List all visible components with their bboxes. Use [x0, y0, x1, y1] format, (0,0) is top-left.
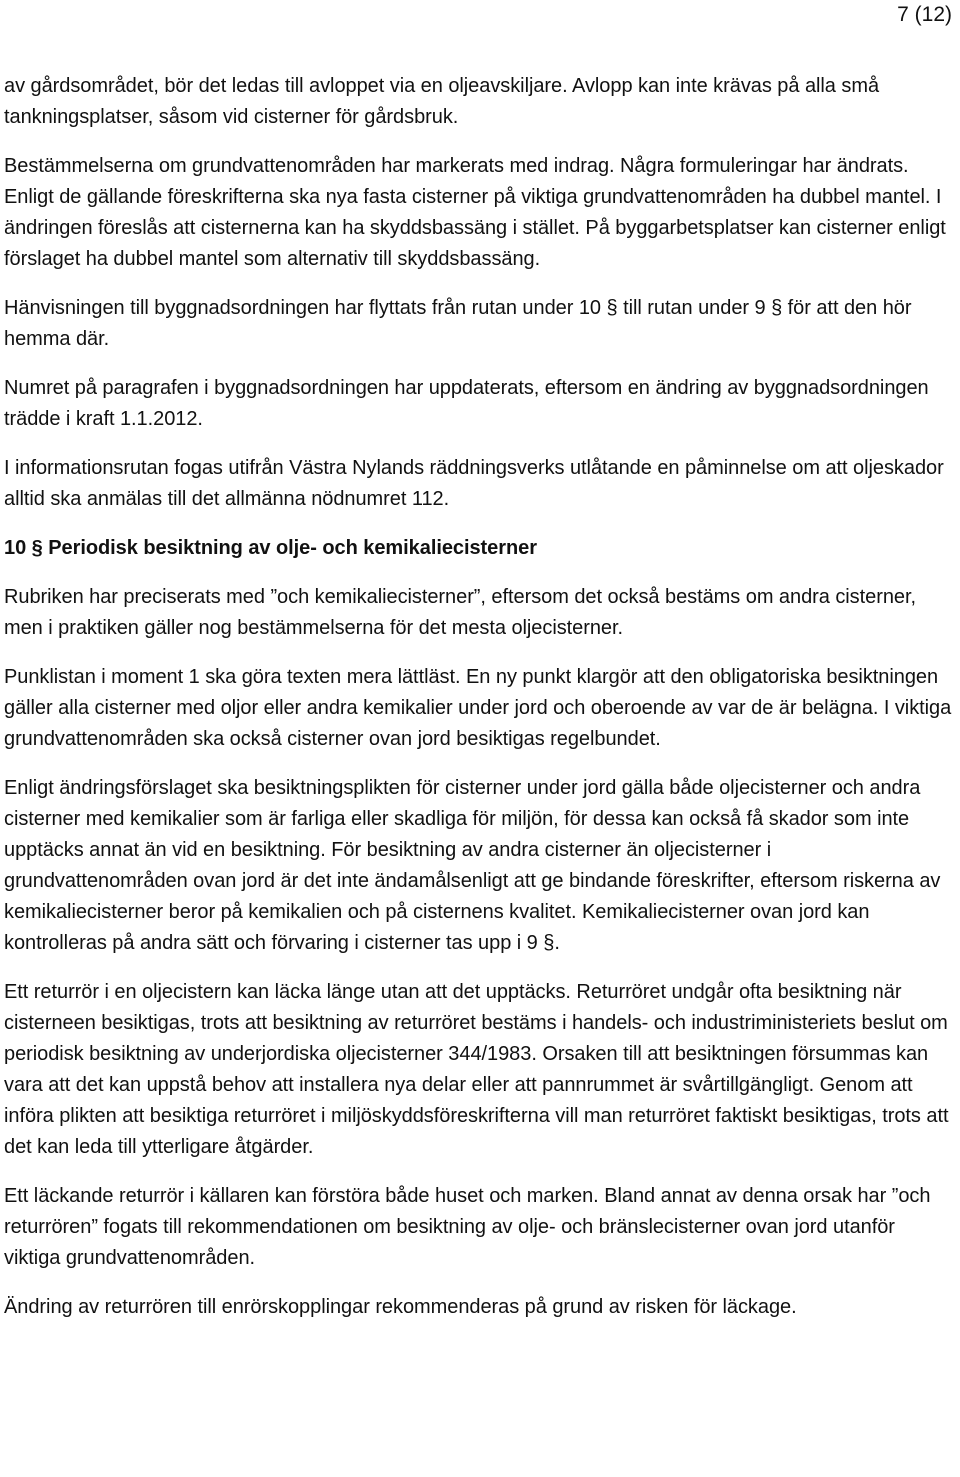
paragraph-emergency-number: I informationsrutan fogas utifrån Västra Nylands räddningsverks utlåtande en påminnelse om att oljeskador alltid ska anmälas till det allmänna nödnumret 112. — [4, 457, 944, 510]
paragraph-oil-separator: av gårdsområdet, bör det ledas till avloppet via en oljeavskiljare. Avlopp kan inte krävas på alla små tankningsplatser, såsom vid cisterner för gårdsbruk. — [4, 75, 880, 128]
section-heading: 10 § Periodisk besiktning av olje- och kemikaliecisterner — [4, 537, 537, 559]
paragraph-return-pipe: Ett returrör i en oljecistern kan läcka länge utan att det upptäcks. Returröret undgår ofta besiktning när cisterneen besiktigas, trots att besiktning av returröret bestäms i handels- och industriministeriets beslut om periodisk besiktning av underjordiska oljecisterner 344/1983. Orsaken till att besiktningen försummas kan vara att det kan uppstå behov att installera nya delar eller att pannrummet är svårtillgängligt. Genom att införa plikten att besiktiga returröret i miljöskyddsföreskrifterna vill man returröret faktiskt besiktigas, trots att det kan leda till ytterligare åtgärder. — [4, 981, 949, 1158]
paragraph-single-pipe-recommendation: Ändring av returrören till enrörskopplingar rekommenderas på grund av risken för läckage. — [4, 1296, 797, 1318]
paragraph-groundwater-areas: Bestämmelserna om grundvattenområden har markerats med indrag. Några formuleringar har ändrats. Enligt de gällande föreskrifterna ska nya fasta cisterner på viktiga grundvattenområden ha dubbel mantel. I ändringen föreslås att cisternerna kan ha skyddsbassäng i stället. På byggarbetsplatser kan cisterner enligt förslaget ha dubbel mantel som alternativ till skyddsbassäng. — [4, 155, 946, 270]
paragraph-building-code-reference: Hänvisningen till byggnadsordningen har flyttats från rutan under 10 § till rutan under 9 § för att den hör hemma där. — [4, 297, 912, 350]
paragraph-inspection-obligation: Enligt ändringsförslaget ska besiktningsplikten för cisterner under jord gälla både oljecisterner och andra cisterner med kemikalier som är farliga eller skadliga för miljön, för dessa kan också få skador som inte upptäcks annat än vid en besiktning. För besiktning av andra cisterner än oljecisterner i grundvattenområden ovan jord är det inte ändamålsenligt att ge bindande föreskrifter, eftersom riskerna av kemikaliecisterner beror på kemikalien och på cisternens kvalitet. Kemikaliecisterner ovan jord kan kontrolleras på andra sätt och förvaring i cisterner tas upp i 9 §. — [4, 777, 941, 954]
document-body — [4, 71, 956, 1323]
paragraph-leaking-return-pipe: Ett läckande returrör i källaren kan förstöra både huset och marken. Bland annat av denna orsak har ”och returrören” fogats till rekommendationen om besiktning av olje- och bränslecisterner ovan jord utanför viktiga grundvattenområden. — [4, 1185, 931, 1269]
paragraph-section-number-update: Numret på paragrafen i byggnadsordningen har uppdaterats, eftersom en ändring av byggnadsordningen trädde i kraft 1.1.2012. — [4, 377, 929, 430]
page-number: 7 (12) — [897, 3, 952, 26]
paragraph-point-list: Punklistan i moment 1 ska göra texten mera lättläst. En ny punkt klargör att den obligatoriska besiktningen gäller alla cisterner med oljor eller andra kemikalier under jord och oberoende av var de är belägna. I viktiga grundvattenområden ska också cisterner ovan jord besiktigas regelbundet. — [4, 666, 952, 750]
paragraph-heading-clarified: Rubriken har preciserats med ”och kemikaliecisterner”, eftersom det också bestäms om andra cisterner, men i praktiken gäller nog bestämmelserna för det mesta oljecisterner. — [4, 586, 916, 639]
